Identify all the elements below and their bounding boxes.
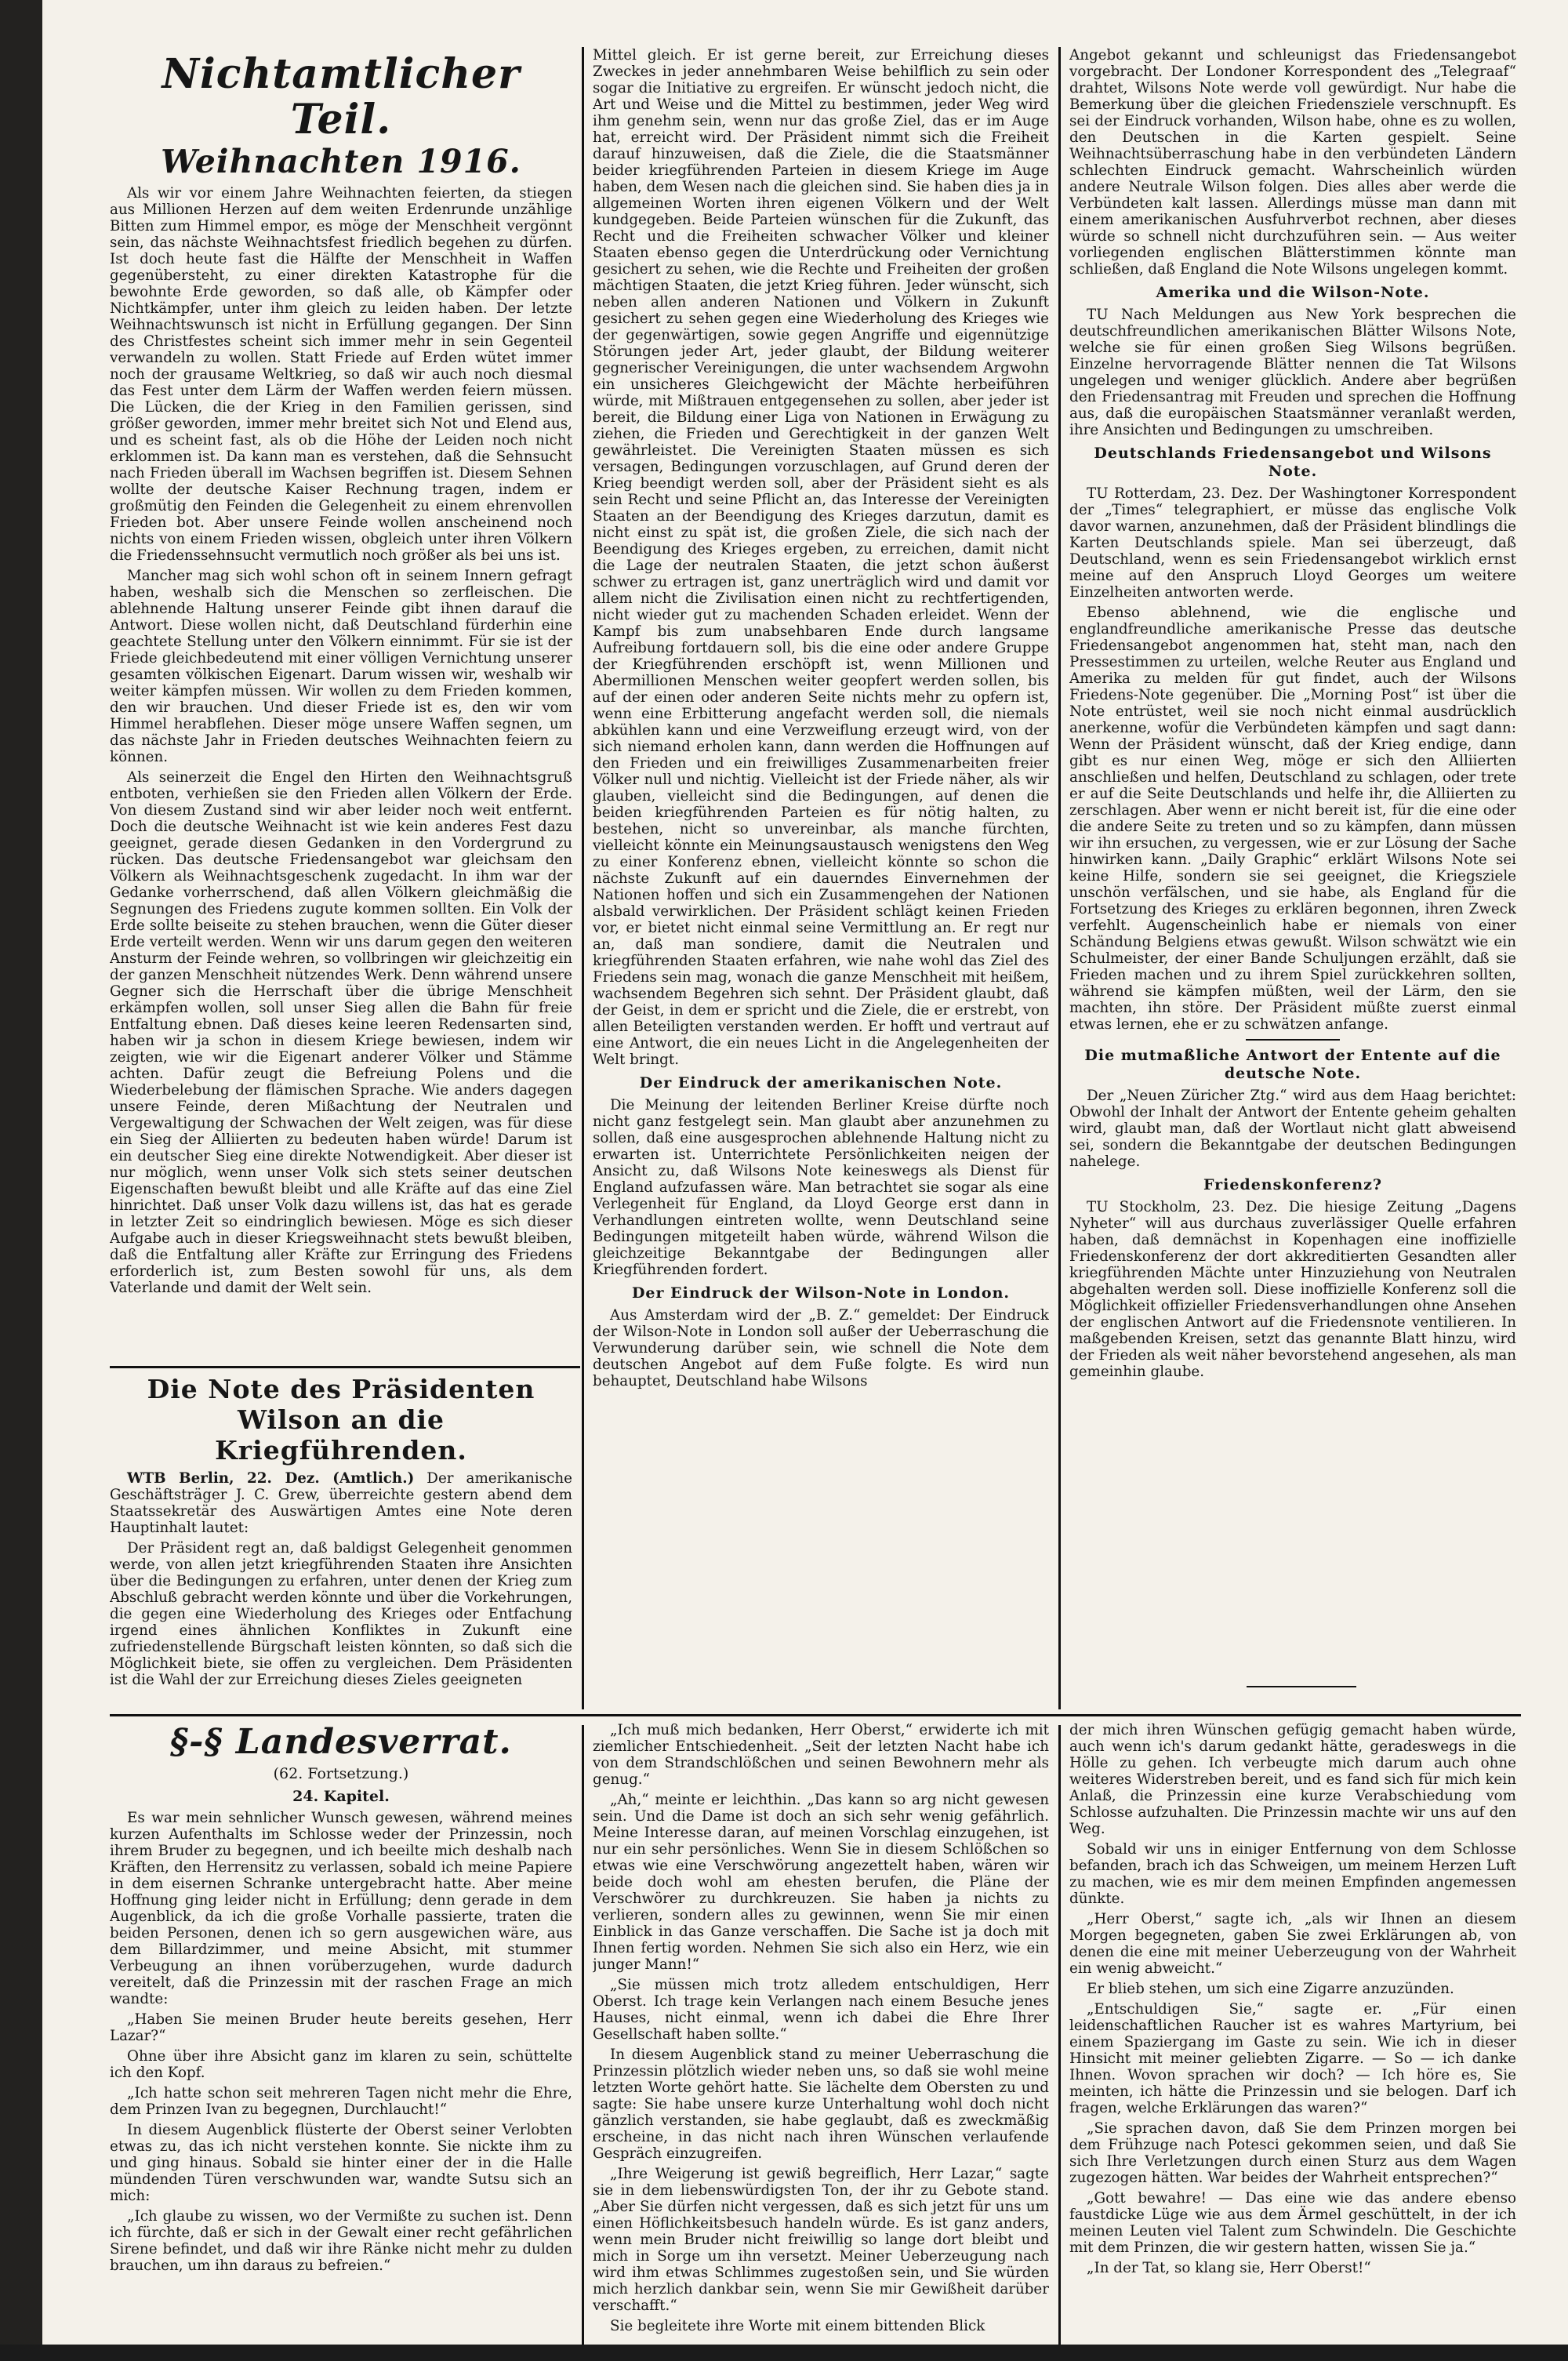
serial-paragraph: „Ah,“ meinte er leichthin. „Das kann so arg nicht gewesen sein. Und die Dame ist doch an sich sehr wenig gefährlich. Meine Interesse daran, auf meinen Vorschlag einzugehen, ist nur ein sehr persönliches. Wenn Sie in diesem Schlößchen so etwas wie eine Verschwörung angezettelt haben, wären wir beide doch wohl am ehesten berufen, die Pläne der Verschwörer zu durchkreuzen. Sie haben ja nichts zu verlieren, sondern alles zu gewinnen, wenn Sie mir einen Einblick in das Ganze verschaffen. Die Sache ist ja doch mit Ihnen fertig worden. Nehmen Sie sich also ein Herz, wie ein junger Mann!“	[593, 1792, 1049, 1973]
serial-column-3	[1069, 1722, 1516, 2341]
column-rule-1	[582, 47, 584, 1709]
note-paragraph: Der Präsident regt an, daß baldigst Gelegenheit genommen werde, von allen jetzt kriegführenden Staaten ihre Ansichten über die Bedingungen zu erfahren, unter denen der Krieg zum Abschluß gebracht werden könnte und über die Vorkehrungen, die gegen eine Wiederholung des Krieges oder Entfachung irgend eines ähnlichen Konfliktes in Zukunft eine zufriedenstellende Bürgschaft leisten könnten, so daß sich die Möglichkeit biete, sie offen zu vergleichen. Dem Präsidenten ist die Wahl der zur Erreichung dieses Zieles geeigneten	[110, 1540, 572, 1688]
wilson-note-title: Die Note des Präsidenten Wilson an die Kriegführenden.	[147, 1374, 535, 1466]
serial-paragraph: der mich ihren Wünschen gefügig gemacht haben würde, auch wenn ich's darum gedankt hätte, geradeswegs in die Hölle zu gehen. Ich verbeugte mich darum auch ohne weiteres Widerstreben bereit, und es fand sich für mich kein Anlaß, die Prinzessin eine kurze Verabschiedung vom Schlosse aufzuhalten. Die Prinzessin machte wir uns auf den Weg.	[1069, 1722, 1516, 1837]
serial-paragraph: „Herr Oberst,“ sagte ich, „als wir Ihnen an diesem Morgen begegneten, gaben Sie zwei Erklärungen ab, von denen die eine mit meiner Ueberzeugung von der Wahrheit ein wenig abweicht.“	[1069, 1911, 1516, 1977]
serial-paragraph: „Entschuldigen Sie,“ sagte er. „Für einen leidenschaftlichen Raucher ist es wahres Martyrium, bei einem Spaziergang im Gaste zu sein. Wie ich in dieser Hinsicht mit meiner geliebten Zigarre. — So — ich danke Ihnen. Wovon sprachen wir doch? — Ich höre es, Sie meinten, ich hätte die Prinzessin und sie belogen. Darf ich fragen, welche Erklärungen das waren?“	[1069, 2001, 1516, 2116]
note-paragraph: WTB Berlin, 22. Dez. (Amtlich.) Der amerikanische Geschäftsträger J. C. Grew, überreichte gestern abend dem Staatssekretär des Auswärtigen Amtes eine Note deren Hauptinhalt lautet:	[110, 1470, 572, 1536]
subheading-peace-offer: Deutschlands Friedensangebot und Wilsons Note.	[1094, 445, 1492, 480]
note-continued: Mittel gleich. Er ist gerne bereit, zur Erreichung dieses Zweckes in jeder annehmbaren Weise behilflich zu sein oder sogar die Initiative zu ergreifen. Er wünscht jedoch nicht, die Art und Weise und die Mittel zu bestimmen, jeder Weg wird ihm genehm sein, wenn nur das große Ziel, das er im Auge hat, erreicht wird. Der Präsident nimmt sich die Freiheit darauf hinzuweisen, daß die Ziele, die die Staatsmänner beider kriegführenden Parteien in diesem Kriege im Auge haben, dem Wesen nach die gleichen sind. Sie haben dies ja in allgemeinen Worten ihren eigenen Völkern und der Welt kundgegeben. Beide Parteien wünschen für die Zukunft, das Recht und die Freiheiten schwacher Völker und kleiner Staaten ebenso gegen die Unterdrückung oder Vernichtung gesichert zu sehen, wie die Rechte und Freiheiten der großen mächtigen Staaten, die jetzt Krieg führen. Jeder wünscht, sich neben allen anderen Nationen und Völkern in Zukunft gesichert zu sehen gegen eine Wiederholung des Krieges wie der gegenwärtigen, sowie gegen Angriffe und eigennützige Störungen jeder Art, jeder glaubt, der Bildung weiterer gegnerischer Vereinigungen, die unter wachsendem Argwohn ein unsicheres Gleichgewicht der Mächte herbeiführen würde, mit Mißtrauen entgegensehen zu sollen, aber jeder ist bereit, die Bildung einer Liga von Nationen in Erwägung zu ziehen, die Frieden und Gerechtigkeit in der ganzen Welt gewährleistet. Die Vereinigten Staaten müssen es sich versagen, Bedingungen vorzuschlagen, auf Grund deren der Krieg beendigt werden soll, aber der Präsident sieht es als sein Recht und seine Pflicht an, das Interesse der Vereinigten Staaten an der Beendigung des Krieges darzutun, damit es nicht einst zu spät ist, die großen Ziele, die sich nach der Beendigung des Krieges ergeben, zu erreichen, damit nicht die Lage der neutralen Staaten, die jetzt schon äußerst schwer zu ertragen ist, ganz unerträglich wird und damit vor allem nicht die Zivilisation einen nicht zu rechtfertigenden, nicht wieder gut zu machenden Schaden erleidet. Wenn der Kampf bis zum unabsehbaren Ende durch langsame Aufreibung fortdauern soll, bis die eine oder andere Gruppe der Kriegführenden erschöpft ist, wenn Millionen und Abermillionen Menschen weiter geopfert werden sollen, bis auf der einen oder anderen Seite nichts mehr zu opfern ist, wenn eine Erbitterung angefacht werden soll, die niemals abkühlen kann und eine Verzweiflung erzeugt wird, von der sich niemand erholen kann, dann werden die Hoffnungen auf den Frieden und ein freiwilliges Zusammenarbeiten freier Völker null und nichtig. Vielleicht ist der Friede näher, als wir glauben, vielleicht sind die Bedingungen, auf denen die beiden kriegführenden Parteien es für nötig halten, zu bestehen, nicht so unvereinbar, als manche fürchten, vielleicht könnte ein Meinungsaustausch wenigstens den Weg zu einer Konferenz ebnen, vielleicht könnte so schon die nächste Zukunft auf ein dauerndes Einvernehmen der Nationen hoffen und sich ein Zusammengehen der Nationen alsbald verwirklichen. Der Präsident schlägt keinen Frieden vor, er bietet nicht einmal seine Vermittlung an. Er regt nur an, daß man sondiere, damit die Neutralen und kriegführenden Staaten erfahren, wie nahe wohl das Ziel des Friedens sein mag, wonach die ganze Menschheit mit heißem, wachsendem Begehren sich sehnt. Der Präsident glaubt, daß der Geist, in dem er spricht und die Ziele, die er erstrebt, von allen Beteiligten verstanden werden. Er hofft und vertraut auf eine Antwort, die ein neues Licht in die Angelegenheiten der Welt bringt.	[593, 47, 1049, 1068]
column-rule-4	[1058, 1725, 1061, 2345]
serial-paragraph: In diesem Augenblick stand zu meiner Ueberraschung die Prinzessin plötzlich wieder neben uns, so daß sie wohl meine letzten Worte gehört hatte. Sie lächelte dem Obersten zu und sagte: Sie habe unsere kurze Unterhaltung wohl doch nicht gänzlich verstanden, sie habe geglaubt, daß es zweckmäßig erscheine, in das nicht nach ihren Wünschen verlaufende Gespräch einzugreifen.	[593, 2047, 1049, 2162]
serial-paragraph: „Ich glaube zu wissen, wo der Vermißte zu suchen ist. Denn ich fürchte, daß er sich in der Gewalt einer recht gefährlichen Sirene befindet, und daß wir ihre Ränke nicht mehr zu dulden brauchen, um ihn daraus zu befreien.“	[110, 2208, 572, 2274]
serial-paragraph: „Gott bewahre! — Das eine wie das andere ebenso faustdicke Lüge wie aus dem Ärmel geschüttelt, in der ich meinen Leuten viel Talent zum Schwindeln. Die Geschichte mit dem Prinzen, die wir gestern hatten, wissen Sie ja.“	[1069, 2190, 1516, 2256]
serial-paragraph: „Sie müssen mich trotz alledem entschuldigen, Herr Oberst. Ich trage kein Verlangen nach einem Besuche jenes Hauses, nicht einmal, wenn ich dabei die Ehre Ihrer Gesellschaft haben sollte.“	[593, 1977, 1049, 2043]
serial-subtitle: (62. Fortsetzung.)	[273, 1765, 409, 1782]
subsection-paragraph: TU Stockholm, 23. Dez. Die hiesige Zeitung „Dagens Nyheter“ will aus durchaus zuverlässiger Quelle erfahren haben, daß demnächst in Kopenhagen eine inoffizielle Friedenskonferenz der dort akkreditierten Gesandten aller kriegführenden Mächte unter Hinzuziehung von Neutralen abgehalten werden soll. Diese inoffizielle Konferenz soll die Möglichkeit offizieller Friedensverhandlungen ohne Ansehen der englischen Antwort auf die Friedensnote ventilieren. In maßgebenden Kreisen, setzt das genannte Blatt hinzu, wird der Frieden als weit näher bevorstehend angesehen, als man gemeinhin glaube.	[1069, 1199, 1516, 1380]
subsection-paragraph: TU Nach Meldungen aus New York besprechen die deutschfreundlichen amerikanischen Blätter Wilsons Note, welche sie für einen großen Sieg Wilsons begrüßen. Einzelne hervorragende Blätter nennen die Tat Wilsons ungelegen und weniger glücklich. Andere aber begrüßen den Friedensantrag mit Freuden und sprechen die Hoffnung aus, daß die europäischen Staatsmänner veranlaßt werden, ihre Ansichten und Bedingungen zu umschreiben.	[1069, 307, 1516, 438]
subheading-entente-answer: Die mutmaßliche Antwort der Entente auf die deutsche Note.	[1084, 1047, 1501, 1082]
article-paragraph: Angebot gekannt und schleunigst das Friedensangebot vorgebracht. Der Londoner Korrespondent des „Telegraaf“ drahtet, Wilsons Note werde voll gewürdigt. Nur habe die Bemerkung über die gleichen Friedensziele verschnupft. Es sei der Eindruck vorhanden, Wilson habe, ohne es zu wollen, den Deutschen in die Karten gespielt. Seine Weihnachtsüberraschung habe in den verbündeten Ländern schlechten Eindruck gemacht. Wahrscheinlich würden andere Neutrale Wilson folgen. Dies alles aber werde die Verbündeten kalt lassen. Allerdings müsse man dann mit einem amerikanischen Ausfuhrverbot rechnen, aber dieses würde so schnell nicht durchzuführen sein. — Aus weiter vorliegenden englischen Blätterstimmen könnte man schließen, daß England die Note Wilsons ungelegen kommt.	[1069, 47, 1516, 278]
subheading-america-wilson: Amerika und die Wilson-Note.	[1156, 284, 1430, 301]
serial-title: §-§ Landesverrat.	[170, 1722, 512, 1762]
article-paragraph: Als wir vor einem Jahre Weihnachten feierten, da stiegen aus Millionen Herzen auf dem weiten Erdenrunde unzählige Bitten zum Himmel empor, es möge der Menschheit vergönnt sein, das nächste Weihnachtsfest friedlich begehen zu dürfen. Ist doch heute fast die Hälfte der Menschheit in Waffen gegenübersteht, zu einer direkten Katastrophe für die bewohnte Erde geworden, so daß alle, ob Kämpfer oder Nichtkämpfer, unter ihm gleich zu leiden haben. Der letzte Weihnachtswunsch ist nicht in Erfüllung gegangen. Der Sinn des Christfestes scheint sich immer mehr in sein Gegenteil verwandeln zu wollen. Statt Friede auf Erden wütet immer noch der grausame Weltkrieg, so daß wir auch noch diesmal das Fest unter dem Lärm der Waffen werden feiern müssen. Die Lücken, die der Krieg in den Familien gerissen, sind größer geworden, immer mehr breitet sich Not und Elend aus, und es scheint fast, als ob die Höhe der Leiden noch nicht erklommen ist. Da kann man es verstehen, daß die Sehnsucht nach Frieden überall im Wachsen begriffen ist. Diesem Sehnen wollte der deutsche Kaiser Rechnung tragen, indem er großmütig den Feinden die Gelegenheit zu einem ehrenvollen Frieden bot. Aber unsere Feinde wollen anscheinend noch nichts von einem Frieden wissen, obgleich unter ihren Völkern die Friedenssehnsucht vermutlich noch größer als bei uns ist.	[110, 185, 572, 564]
serial-paragraph: Ohne über ihre Absicht ganz im klaren zu sein, schüttelte ich den Kopf.	[110, 2048, 572, 2081]
serial-chapter: 24. Kapitel.	[292, 1788, 390, 1805]
serial-paragraph: Er blieb stehen, um sich eine Zigarre anzuzünden.	[1087, 1981, 1454, 1997]
rule-above-wilson-note	[110, 1366, 580, 1368]
article-paragraph: Als seinerzeit die Engel den Hirten den Weihnachtsgruß entboten, verhießen sie den Frieden allen Völkern der Erde. Von diesem Zustand sind wir aber leider noch weit entfernt. Doch die deutsche Weihnacht ist wie kein anderes Fest dazu geeignet, gerade diesen Gedanken in den Vordergrund zu rücken. Das deutsche Friedensangebot war gleichsam den Völkern als Weihnachtsgeschenk zugedacht. In ihm war der Gedanke vorherrschend, daß allen Völkern gleichmäßig die Segnungen des Friedens zugute kommen sollten. Ein Volk der Erde sollte beiseite zu stehen brauchen, wenn die Güter dieser Erde verteilt werden. Wenn wir uns darum gegen den weiteren Ansturm der Feinde wehren, so vollbringen wir gleichzeitig ein der ganzen Menschheit nützendes Werk. Denn während unsere Gegner sich die Herrschaft über die übrige Menschheit erkämpfen wollen, soll unser Sieg allen die Bahn für freie Entfaltung ebnen. Daß dieses keine leeren Redensarten sind, haben wir ja schon in diesem Kriege bewiesen, indem wir zeigten, wie wir die Eigenart anderer Völker und Stämme achten. Dafür zeugt die Befreiung Polens und die Wiederbelebung der flämischen Sprache. Wie anders dagegen unsere Feinde, deren Mißachtung der Neutralen und Vergewaltigung der Schwachen der Welt zeigen, was für diese ein Sieg der Alliierten zu bedeuten haben würde! Darum ist ein deutscher Sieg eine direkte Notwendigkeit. Aber dieser ist nur möglich, wenn unser Volk sich stets seiner deutschen Eigenschaften bewußt bleibt und alle Kräfte auf das eine Ziel hinrichtet. Daß unser Volk dazu willens ist, das hat es gerade in letzter Zeit so eindringlich bewiesen. Möge es sich dieser Aufgabe auch in dieser Kriegsweihnacht stets bewußt bleiben, daß die Entfaltung aller Kräfte zur Erringung des Friedens erforderlich ist, zum Besten sowohl für uns, als dem Vaterlande und damit der Welt sein.	[110, 769, 572, 1296]
subsection-paragraph: TU Rotterdam, 23. Dez. Der Washingtoner Korrespondent der „Times“ telegraphiert, er müsse das englische Volk davor warnen, anzunehmen, daß der Präsident blindlings die Karten Deutschlands spiele. Man sei überzeugt, daß Deutschland, wenn es sein Friedensangebot wirklich ernst meine auf den Anspruch Lloyd Georges um weitere Einzelheiten antworten werde.	[1069, 485, 1516, 601]
rule-above-serial	[110, 1714, 1521, 1716]
subheading-american-impression: Der Eindruck der amerikanischen Note.	[639, 1074, 1003, 1092]
serial-column-2	[593, 1722, 1049, 2341]
middle-column	[593, 47, 1049, 1709]
serial-paragraph: „Ich muß mich bedanken, Herr Oberst,“ erwiderte ich mit ziemlicher Entschiedenheit. „Seit der letzten Nacht habe ich von dem Strandschlößchen und seinen Bewohnern mehr als genug.“	[593, 1722, 1049, 1788]
serial-paragraph: Es war mein sehnlicher Wunsch gewesen, während meines kurzen Aufenthalts im Schlosse weder der Prinzessin, noch ihrem Bruder zu begegnen, und ich beeilte mich deshalb nach Kräften, den Herrensitz zu verlassen, sobald ich meine Papiere in dem eisernen Schranke untergebracht hatte. Aber meine Hoffnung ging leider nicht in Erfüllung; denn gerade in dem Augenblick, da ich die große Vorhalle passierte, traten die beiden Personen, denen ich so gern ausgewichen wäre, aus dem Billardzimmer, und meine Absicht, mit stummer Verbeugung an ihnen vorüberzugehen, wurde dadurch vereitelt, daß die Prinzessin mit der raschen Frage an mich wandte:	[110, 1810, 572, 2007]
subheading-london-impression: Der Eindruck der Wilson-Note in London.	[631, 1284, 1011, 1302]
article-title: Weihnachten 1916.	[161, 143, 521, 180]
right-column	[1069, 47, 1516, 1678]
serial-paragraph: Sobald wir uns in einiger Entfernung von dem Schlosse befanden, brach ich das Schweigen, um meinem Herzen Luft zu machen, wie es mir dem meinen Empfinden angemessen dünkte.	[1069, 1841, 1516, 1907]
serial-paragraph: „In der Tat, so klang sie, Herr Oberst!“	[1087, 2260, 1371, 2276]
subsection-paragraph: Der „Neuen Züricher Ztg.“ wird aus dem Haag berichtet: Obwohl der Inhalt der Antwort der Entente geheim gehalten wird, glaubt man, daß der Wortlaut nicht glatt abweisend sei, sondern die Bekanntgabe der deutschen Bedingungen nahelege.	[1069, 1088, 1516, 1170]
column-rule-3	[582, 1725, 584, 2345]
short-rule-right	[1247, 1686, 1356, 1687]
subsection-paragraph: Aus Amsterdam wird der „B. Z.“ gemeldet: Der Eindruck der Wilson-Note in London soll außer der Ueberraschung die Verwunderung darüber sein, wie schnell die Note dem deutschen Angebot auf dem Fuße folgte. Es wird nun behauptet, Deutschland habe Wilsons	[593, 1307, 1049, 1389]
section-title: Nichtamtlicher Teil.	[162, 52, 521, 143]
scan-edge-bottom	[0, 2345, 1568, 2361]
divider	[1246, 1039, 1340, 1041]
serial-paragraph: „Sie sprachen davon, daß Sie dem Prinzen morgen bei dem Frühzuge nach Potesci gekommen seien, und daß Sie sich Ihre Verletzungen durch einen Sturz aus dem Wagen zugezogen hätten. War beides der Wahrheit entsprechen?“	[1069, 2120, 1516, 2186]
wilson-note-section	[110, 1374, 572, 1709]
subsection-paragraph: Ebenso ablehnend, wie die englische und englandfreundliche amerikanische Presse das deutsche Friedensangebot angenommen hat, steht man, nach den Pressestimmen zu urteilen, welche Reuter aus England und Amerika zu melden für gut findet, auch der Wilsons Friedens-Note gegenüber. Die „Morning Post“ ist über die Note entrüstet, weil sie noch nicht einmal ausdrücklich anerkenne, wofür die Verbündeten kämpfen und sagt dann: Wenn der Präsident wünscht, daß der Krieg endige, dann gibt es nur einen Weg, möge er sich den Alliierten anschließen und helfen, Deutschland zu schlagen, oder trete er auf die Seite Deutschlands und helfe ihr, die Alliierten zu zerschlagen. Aber wenn er nicht bereit ist, für die eine oder die andere Seite zu treten und so zu kämpfen, dann müssen wir ihn ersuchen, zu vergessen, wie er zur Lösung der Sache hinwirken kann. „Daily Graphic“ erklärt Wilsons Note sei keine Hilfe, sondern sie sei geeignet, die Kriegsziele unschön verfälschen, und sie habe, als England für die Fortsetzung des Krieges zu erklären begonnen, ihren Zweck verfehlt. Augenscheinlich habe er niemals von einer Schändung Belgiens etwas gewußt. Wilson schwätzt wie ein Schulmeister, der einer Bande Schuljungen erzählt, daß sie Frieden machen und zu ihrem Spiel zurückkehren sollten, während sie kämpfen müßten, weil der Lärm, den sie machten, ihn störe. Der Präsident müßte zuerst einmal etwas lernen, ehe er zu schwätzen anfange.	[1069, 605, 1516, 1033]
serial-column-1	[110, 1722, 572, 2341]
subsection-paragraph: Die Meinung der leitenden Berliner Kreise dürfte noch nicht ganz festgelegt sein. Man glaubt aber anzunehmen zu sollen, daß eine ausgesprochen ablehnende Haltung nicht zu erwarten ist. Unterrichtete Persönlichkeiten neigen der Ansicht zu, daß Wilsons Note keineswegs als Dienst für England aufzufassen wäre. Man betrachtet sie sogar als eine Verlegenheit für England, da Lloyd George erst dann in Verhandlungen eintreten wollte, wenn Deutschland seine Bedingungen mitgeteilt haben würde, während Wilson die gleichzeitige Bekanntgabe der Bedingungen aller Kriegführenden fordert.	[593, 1097, 1049, 1278]
serial-paragraph: „Haben Sie meinen Bruder heute bereits gesehen, Herr Lazar?“	[110, 2011, 572, 2044]
left-column	[110, 52, 572, 1361]
dateline: WTB Berlin, 22. Dez. (Amtlich.)	[127, 1470, 415, 1487]
serial-paragraph: Sie begleitete ihre Worte mit einem bittenden Blick	[610, 2318, 985, 2334]
subheading-peace-conference: Friedenskonferenz?	[1203, 1176, 1383, 1193]
serial-paragraph: „Ihre Weigerung ist gewiß begreiflich, Herr Lazar,“ sagte sie in dem liebenswürdigsten Ton, der ihr zu Gebote stand. „Aber Sie dürfen nicht vergessen, daß es sich jetzt für uns um einen Höflichkeitsbesuch handeln würde. Es ist ganz anders, wenn mein Bruder nicht freiwillig so lange dort bleibt und mich in Sorge um ihn versetzt. Meiner Ueberzeugung nach wird ihm etwas Schlimmes zugestoßen sein, und Sie würden mich herzlich dankbar sein, wenn Sie mir Gewißheit darüber verschafft.“	[593, 2166, 1049, 2314]
serial-paragraph: In diesem Augenblick flüsterte der Oberst seiner Verlobten etwas zu, das ich nicht verstehen konnte. Sie nickte ihm zu und ging hinaus. Sobald sie hinter einer der in die Halle mündenden Türen verschwunden war, wandte Sutsu sich an mich:	[110, 2122, 572, 2204]
serial-paragraph: „Ich hatte schon seit mehreren Tagen nicht mehr die Ehre, dem Prinzen Ivan zu begegnen, Durchlaucht!“	[110, 2085, 572, 2118]
column-rule-2	[1058, 47, 1061, 1709]
scan-edge-left	[0, 0, 42, 2361]
article-paragraph: Mancher mag sich wohl schon oft in seinem Innern gefragt haben, weshalb sich die Menschen so zerfleischen. Die ablehnende Haltung unserer Feinde gibt ihnen darauf die Antwort. Diese wollen nicht, daß Deutschland fürderhin eine geachtete Stellung unter den Völkern einnimmt. Für sie ist der Friede gleichbedeutend mit einer völligen Vernichtung unserer gesamten völkischen Eigenart. Darum wissen wir, weshalb wir weiter kämpfen müssen. Wir wollen zu dem Frieden kommen, den wir brauchen. Und dieser Friede ist es, den wir vom Himmel herabflehen. Dieser möge unsere Waffen segnen, um das nächste Jahr in Frieden deutsches Weihnachten feiern zu können.	[110, 568, 572, 765]
